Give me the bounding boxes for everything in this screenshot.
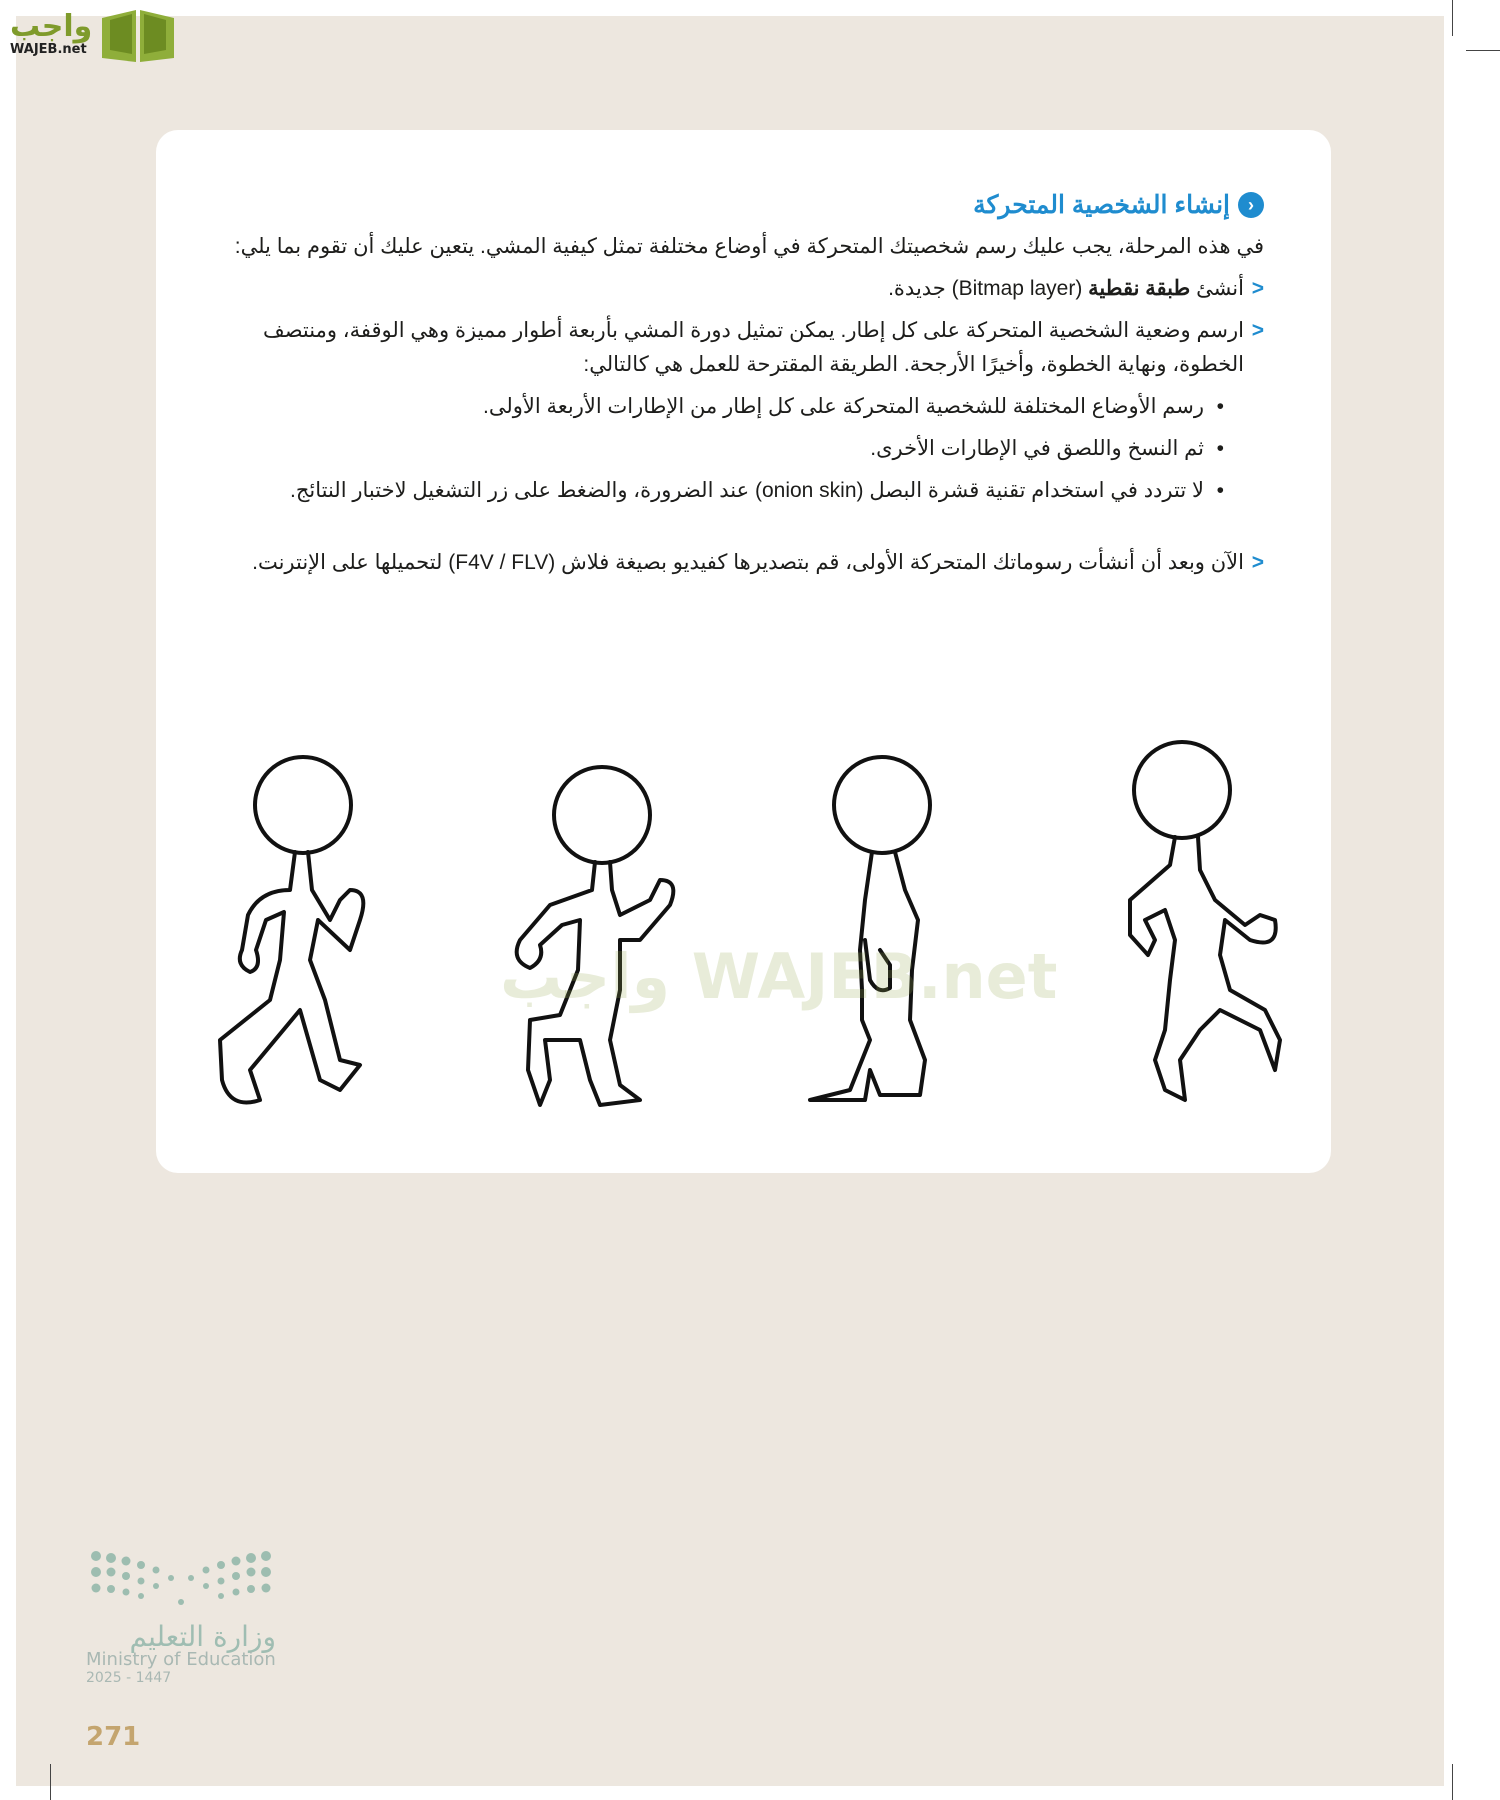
step-1 xyxy=(200,272,1264,306)
chevron-icon: < xyxy=(1251,277,1264,300)
walk-figure-3 xyxy=(810,757,930,1100)
bullet-text: رسم الأوضاع المختلفة للشخصية المتحركة على كل إطار من الإطارات الأربعة الأولى. xyxy=(482,395,1204,418)
crop-mark xyxy=(1452,1764,1453,1800)
section-title-text: إنشاء الشخصية المتحركة xyxy=(973,191,1230,219)
watermark: واجب WAJEB.net xyxy=(500,940,1058,1013)
step-1-pre: أنشئ xyxy=(1190,277,1244,300)
section-content xyxy=(200,190,1264,580)
walk-figure-1 xyxy=(220,757,363,1103)
walk-figure-2 xyxy=(517,767,674,1105)
step-3-text: الآن وبعد أن أنشأت رسوماتك المتحركة الأولى، قم بتصديرها كفيديو بصيغة فلاش (F4V / FLV) لتحميلها على الإنترنت. xyxy=(252,551,1244,574)
chevron-icon: < xyxy=(1251,551,1264,574)
bullet-item: • لا تتردد في استخدام تقنية قشرة البصل (onion skin) عند الضرورة، والضغط على زر التشغيل لاختبار النتائج. xyxy=(290,479,1224,502)
bullet-item: • رسم الأوضاع المختلفة للشخصية المتحركة على كل إطار من الإطارات الأربعة الأولى. xyxy=(482,395,1224,418)
crop-mark xyxy=(50,1764,51,1800)
book-icon xyxy=(98,4,178,64)
chevron-icon: < xyxy=(1251,319,1264,342)
walk-cycle-illustration xyxy=(200,740,1300,1130)
step-1-post: (Bitmap layer) جديدة. xyxy=(888,277,1089,300)
section-title xyxy=(200,190,1264,220)
page-number: 271 xyxy=(86,1722,141,1752)
crop-mark xyxy=(1466,50,1500,51)
ministry-name-arabic: وزارة التعليم xyxy=(129,1620,276,1653)
crop-mark xyxy=(1452,0,1453,36)
chevron-left-icon: ‹ xyxy=(1238,192,1264,218)
step-3 xyxy=(200,546,1264,580)
bullet-text: ثم النسخ واللصق في الإطارات الأخرى. xyxy=(870,437,1204,460)
step-2 xyxy=(200,314,1264,382)
page-margin xyxy=(1444,0,1500,1800)
logo-arabic: واجب xyxy=(10,8,93,44)
wajeb-logo[interactable] xyxy=(10,4,178,64)
ministry-name-english: Ministry of Education xyxy=(86,1649,276,1670)
bullet-item: • ثم النسخ واللصق في الإطارات الأخرى. xyxy=(870,437,1224,460)
walk-figure-4 xyxy=(1130,742,1280,1100)
intro-text: في هذه المرحلة، يجب عليك رسم شخصيتك المتحركة في أوضاع مختلفة تمثل كيفية المشي. يتعين عليك أن تقوم بما يلي: xyxy=(234,235,1264,258)
logo-english: WAJEB.net xyxy=(10,41,87,57)
step-2-text: ارسم وضعية الشخصية المتحركة على كل إطار. يمكن تمثيل دورة المشي بأربعة أطوار مميزة وهي الوقفة، ومنتصف الخطوة، ونهاية الخطوة، وأخيرًا الأرجحة. الطريقة المقترحة للعمل هي كالتالي: xyxy=(262,319,1244,376)
bullet-text: لا تتردد في استخدام تقنية قشرة البصل (onion skin) عند الضرورة، والضغط على زر التشغيل لاختبار النتائج. xyxy=(290,479,1204,502)
ministry-dots-icon xyxy=(86,1550,276,1610)
step-1-bold: طبقة نقطية xyxy=(1088,277,1191,300)
year: 2025 - 1447 xyxy=(86,1670,172,1686)
ministry-logo xyxy=(86,1550,276,1686)
